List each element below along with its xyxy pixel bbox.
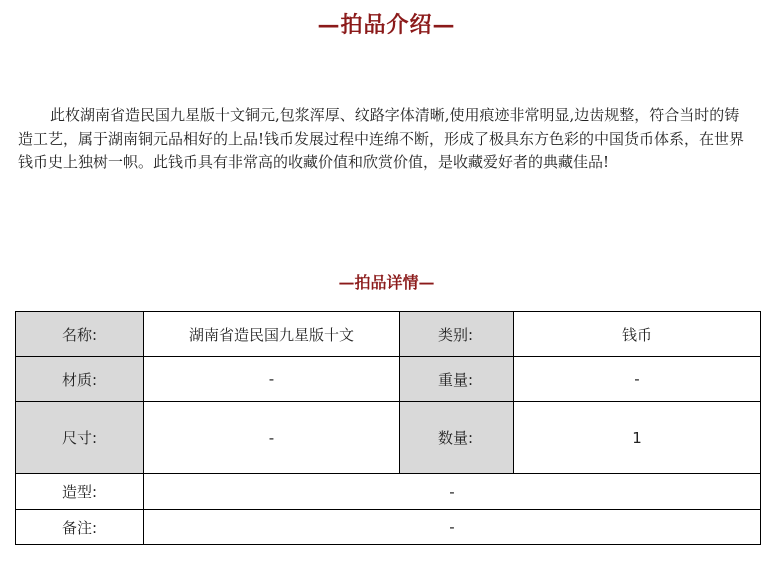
remarks-value: - xyxy=(144,510,761,545)
size-label: 尺寸: xyxy=(16,402,144,474)
table-row xyxy=(16,474,761,510)
page-title: —拍品介绍— xyxy=(317,12,456,38)
quantity-value: 1 xyxy=(514,402,761,474)
quantity-label: 数量: xyxy=(400,402,514,474)
material-value: - xyxy=(144,357,400,402)
category-value: 钱币 xyxy=(514,312,761,357)
weight-label: 重量: xyxy=(400,357,514,402)
table-row xyxy=(16,312,761,357)
table-row xyxy=(16,510,761,545)
details-title: —拍品详情— xyxy=(338,273,435,292)
remarks-label: 备注: xyxy=(16,510,144,545)
details-table xyxy=(15,311,761,545)
name-value: 湖南省造民国九星版十文 xyxy=(144,312,400,357)
name-label: 名称: xyxy=(16,312,144,357)
table-row xyxy=(16,402,761,474)
item-description: 此枚湖南省造民国九星版十文铜元,包浆浑厚、纹路字体清晰,使用痕迹非常明显,边齿规整，符合当时的铸造工艺，属于湖南铜元品相好的上品!钱币发展过程中连绵不断，形成了极具东方色彩的中国货币体系，在世界钱币史上独树一帜。此钱币具有非常高的收藏价值和欣赏价值，是收藏爱好者的典藏佳品! xyxy=(18,106,745,171)
material-label: 材质: xyxy=(16,357,144,402)
category-label: 类别: xyxy=(400,312,514,357)
shape-label: 造型: xyxy=(16,474,144,510)
table-row xyxy=(16,357,761,402)
shape-value: - xyxy=(144,474,761,510)
weight-value: - xyxy=(514,357,761,402)
size-value: - xyxy=(144,402,400,474)
